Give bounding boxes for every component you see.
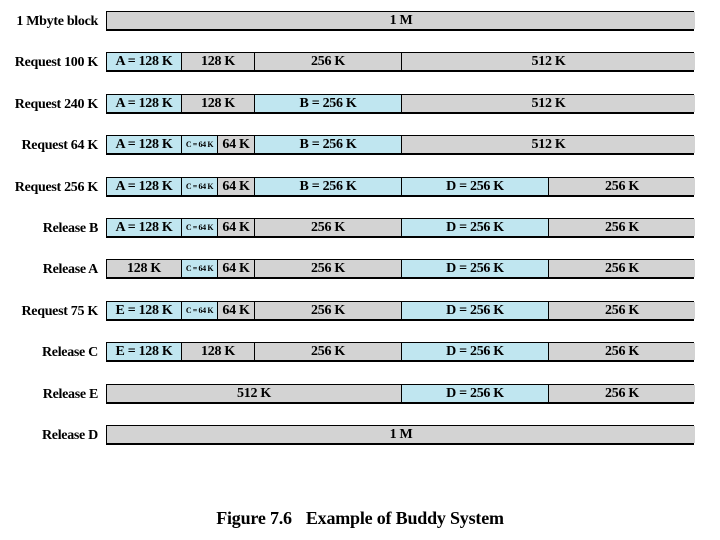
- allocated-block: C = 64 K: [181, 178, 217, 195]
- memory-bar: [106, 52, 694, 72]
- free-block: 128 K: [107, 260, 181, 277]
- allocated-block: B = 256 K: [254, 95, 401, 112]
- allocated-block: D = 256 K: [401, 219, 548, 236]
- free-block: 256 K: [254, 260, 401, 277]
- free-block: 64 K: [217, 302, 254, 319]
- memory-bar: [106, 94, 694, 114]
- row-label: Request 75 K: [21, 304, 98, 319]
- allocated-block: A = 128 K: [107, 136, 181, 153]
- allocated-block: B = 256 K: [254, 178, 401, 195]
- allocated-block: A = 128 K: [107, 219, 181, 236]
- figure-title: Example of Buddy System: [305, 508, 504, 528]
- allocated-block: A = 128 K: [107, 53, 181, 70]
- memory-bar: [106, 135, 694, 155]
- free-block: 128 K: [181, 343, 254, 360]
- memory-bar: [106, 301, 694, 321]
- memory-bar: [106, 384, 694, 404]
- row-label: Request 100 K: [14, 55, 98, 70]
- row-label: Release B: [42, 221, 98, 236]
- free-block: 256 K: [548, 385, 695, 402]
- allocated-block: A = 128 K: [107, 178, 181, 195]
- allocated-block: B = 256 K: [254, 136, 401, 153]
- allocated-block: C = 64 K: [181, 260, 217, 277]
- free-block: 256 K: [548, 178, 695, 195]
- free-block: 512 K: [401, 95, 695, 112]
- free-block: 256 K: [548, 343, 695, 360]
- allocated-block: C = 64 K: [181, 302, 217, 319]
- memory-bar: [106, 425, 694, 445]
- allocated-block: D = 256 K: [401, 343, 548, 360]
- row-label: Request 256 K: [14, 180, 98, 195]
- memory-bar: [106, 218, 694, 238]
- memory-bar: [106, 11, 694, 31]
- row-label: Release D: [41, 428, 98, 443]
- free-block: 256 K: [548, 219, 695, 236]
- free-block: 128 K: [181, 53, 254, 70]
- row-label: Request 240 K: [14, 97, 98, 112]
- free-block: 64 K: [217, 260, 254, 277]
- free-block: 256 K: [548, 260, 695, 277]
- allocated-block: D = 256 K: [401, 260, 548, 277]
- row-label: Release C: [41, 345, 98, 360]
- allocated-block: E = 128 K: [107, 302, 181, 319]
- row-label: 1 Mbyte block: [16, 14, 98, 29]
- allocated-block: A = 128 K: [107, 95, 181, 112]
- free-block: 64 K: [217, 219, 254, 236]
- figure-caption: [0, 508, 720, 529]
- free-block: 256 K: [254, 219, 401, 236]
- free-block: 256 K: [254, 343, 401, 360]
- allocated-block: D = 256 K: [401, 178, 548, 195]
- free-block: 256 K: [254, 53, 401, 70]
- free-block: 64 K: [217, 178, 254, 195]
- allocated-block: E = 128 K: [107, 343, 181, 360]
- row-label: Release A: [42, 262, 98, 277]
- free-block: 256 K: [254, 302, 401, 319]
- allocated-block: C = 64 K: [181, 136, 217, 153]
- row-label: Request 64 K: [21, 138, 98, 153]
- free-block: 1 M: [107, 12, 695, 29]
- free-block: 128 K: [181, 95, 254, 112]
- figure-number: Figure 7.6: [216, 508, 292, 528]
- free-block: 64 K: [217, 136, 254, 153]
- allocated-block: C = 64 K: [181, 219, 217, 236]
- free-block: 512 K: [401, 53, 695, 70]
- free-block: 512 K: [401, 136, 695, 153]
- memory-bar: [106, 259, 694, 279]
- allocated-block: D = 256 K: [401, 385, 548, 402]
- free-block: 1 M: [107, 426, 695, 443]
- free-block: 256 K: [548, 302, 695, 319]
- memory-bar: [106, 342, 694, 362]
- memory-bar: [106, 177, 694, 197]
- free-block: 512 K: [107, 385, 401, 402]
- row-label: Release E: [42, 387, 98, 402]
- allocated-block: D = 256 K: [401, 302, 548, 319]
